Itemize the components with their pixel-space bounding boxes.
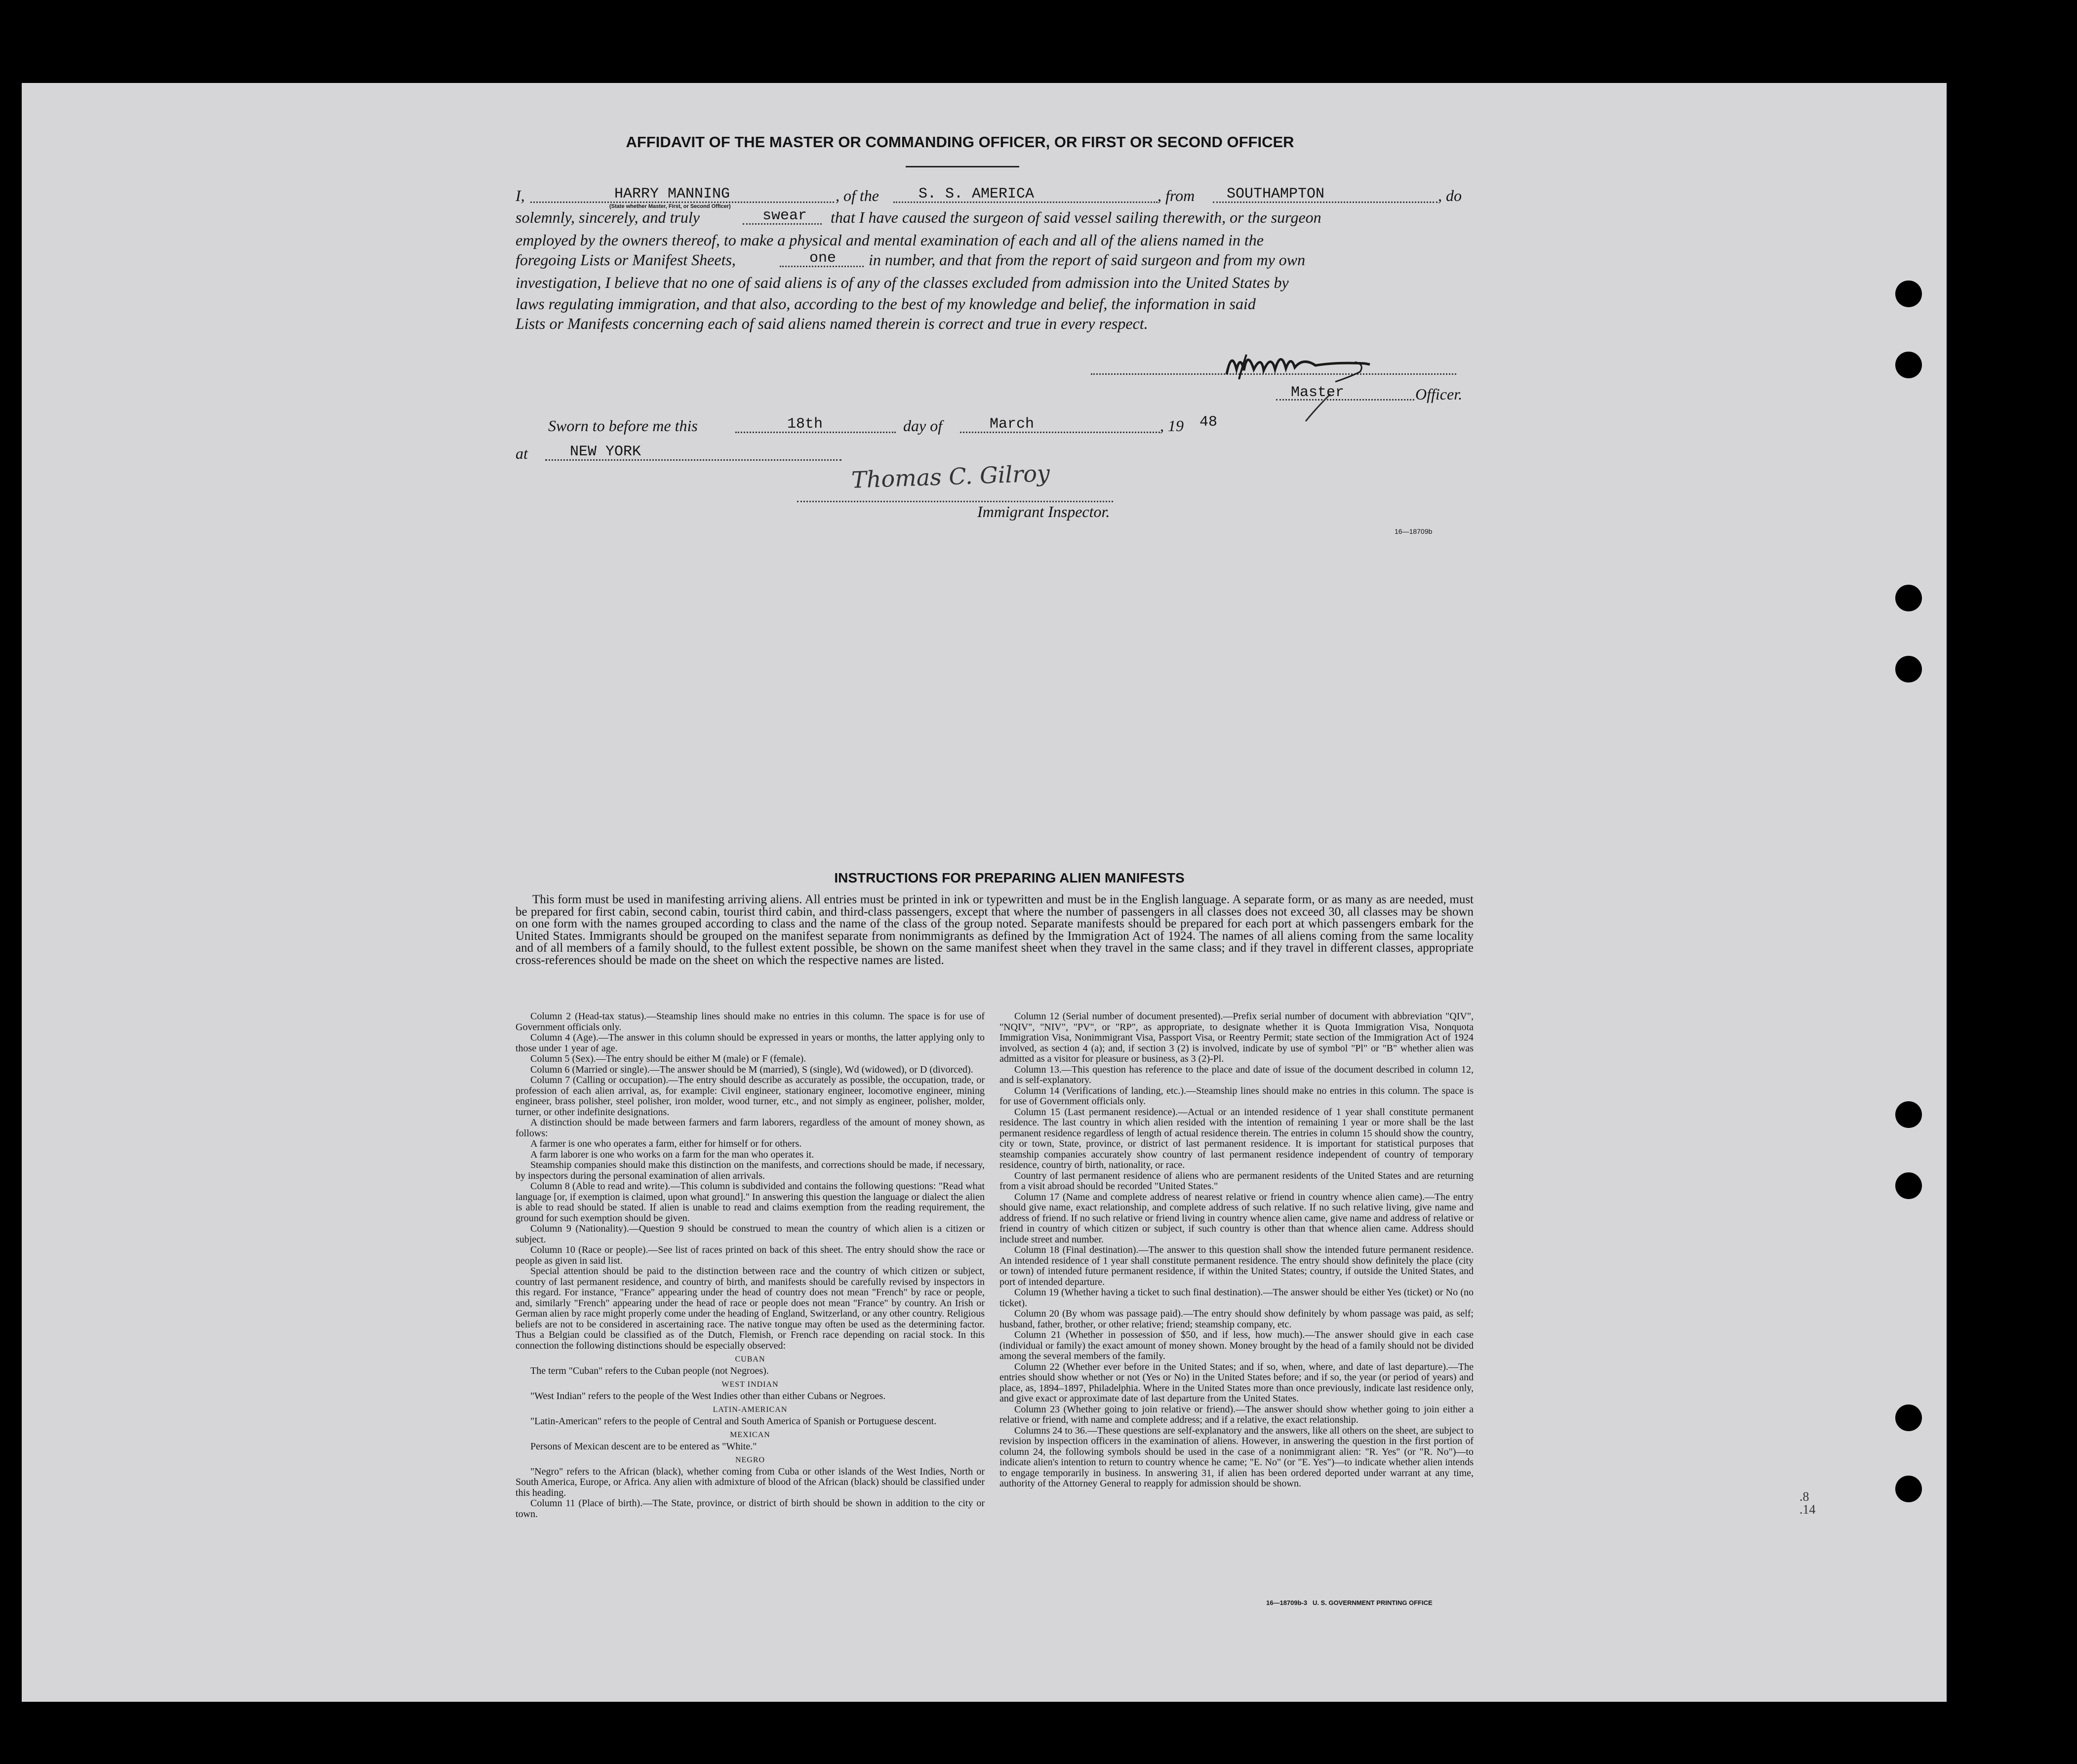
left-paragraph: A farmer is one who operates a farm, either for himself or for others.: [530, 1138, 802, 1149]
of-the-label: , of the: [836, 187, 879, 204]
at-label: at: [516, 444, 528, 462]
instructions-title: INSTRUCTIONS FOR PREPARING ALIEN MANIFESTS: [834, 870, 1185, 885]
affidavit-line3: employed by the owners thereof, to make a physical and mental examination of each and all of the aliens named in the: [516, 231, 1264, 249]
inspector-line: [797, 501, 1113, 502]
affidavit-line6: laws regulating immigration, and that also, according to the best of my knowledge and belief, the information in said: [516, 295, 1256, 313]
right-paragraph: Country of last permanent residence of aliens who are permanent residents of the United States and are returning from a visit abroad should be recorded "United States.": [999, 1170, 1474, 1192]
year-label: , 19: [1160, 417, 1184, 435]
right-paragraph: Column 14 (Verifications of landing, etc.).—Steamship lines should make no entries in this column. The space is for use of Government officials only.: [999, 1085, 1474, 1107]
westindian-heading: WEST INDIAN: [721, 1380, 779, 1389]
affidavit-line4-b: in number, and that from the report of said surgeon and from my own: [869, 251, 1306, 269]
negro-heading: NEGRO: [735, 1456, 765, 1464]
right-paragraph: Column 22 (Whether ever before in the United States; and if so, when, where, and date of last departure).—The entries should show whether or not (Yes or No) in the United States before; and if so, the year (or period of years) and place, as, 1894–1897, Philadelphia. Where in the United States more than once previously, indicate last residence only, and give exact or approximate date of last departure from the United States.: [999, 1361, 1474, 1404]
manifest-page: [22, 83, 1947, 1702]
officer-label: Officer.: [1415, 385, 1463, 403]
latin-heading: LATIN-AMERICAN: [713, 1405, 788, 1414]
do-label: , do: [1438, 187, 1462, 204]
day-of-label: day of: [903, 417, 943, 435]
right-paragraph: Columns 24 to 36.—These questions are self-explanatory and the answers, like all others on the sheet, are subject to revision by inspection officers in the examination of aliens. However, in answering the question in the first portion of column 24, the following symbols should be used in the case of a nonimmigrant alien: "R. Yes" (or "R. No")—to indicate alien's intention to return to country whence he came; "E. No" (or "E. Yes")—to indicate whether alien intends to engage temporarily in business. In answering 31, if alien has been ordered deported under warrant at any time, authority of the Attorney General to reapply for admission should be shown.: [999, 1425, 1474, 1489]
cuban-text: The term "Cuban" refers to the Cuban people (not Negroes).: [530, 1365, 769, 1376]
westindian-text: "West Indian" refers to the people of the West Indies other than either Cubans or Negroes.: [530, 1390, 886, 1402]
oath-word: swear: [762, 207, 807, 224]
binder-hole: [1895, 1101, 1922, 1128]
binder-hole: [1895, 585, 1922, 611]
right-paragraph: Column 20 (By whom was passage paid).—The entry should show definitely by whom passage was paid, as self; husband, father, brother, or other relative; friend; steamship company, etc.: [999, 1308, 1474, 1330]
instructions-right-column: [999, 1011, 1474, 1489]
right-paragraph: Column 18 (Final destination).—The answer to this question shall show the intended future permanent residence. An intended residence of 1 year shall constitute permanent residence. The entry should show definitely the place (city or town) of intended future permanent residence, if within the United States; country, if outside the United States, and port of intended departure.: [999, 1244, 1474, 1287]
inspector-signature: Thomas C. Gilroy: [851, 460, 1050, 493]
left-paragraph: Column 9 (Nationality).—Question 9 should be construed to mean the country of which alien is a citizen or subject.: [516, 1223, 985, 1245]
left-paragraph: Column 5 (Sex).—The entry should be either M (male) or F (female).: [530, 1053, 806, 1064]
sworn-month: March: [990, 416, 1035, 433]
mexican-heading: MEXICAN: [730, 1431, 770, 1439]
i-label: I,: [516, 187, 525, 204]
left-paragraph: Steamship companies should make this distinction on the manifests, and corrections should be made, if necessary, by inspectors during the personal examination of alien arrivals.: [516, 1160, 985, 1181]
right-paragraph: Column 12 (Serial number of document presented).—Prefix serial number of document with abbreviation "QIV", "NQIV", "NIV", "PV", or "RP", as appropriate, to designate whether it is Quota Immigration Visa, Nonquota Immigration Visa, Nonimmigrant Visa, Passport Visa, or Reentry Permit; state section of the Immigration Act of 1924 involved, as section 4 (a); and, if section 3 (2) is involved, indicate by use of symbol "Pl" or "B" whether alien was admitted as a visitor for pleasure or business, as 3 (2)-Pl.: [999, 1011, 1474, 1064]
left-paragraph: Column 7 (Calling or occupation).—The entry should describe as accurately as possible, the occupation, trade, or profession of each alien arrival, as, for example: Civil engineer, stationary engineer, locomotive engineer, mining engineer, brass polisher, steel polisher, iron molder, wood turner, etc., and not simply as engineer, polisher, molder, turner, or other indefinite designations.: [516, 1075, 985, 1118]
master-name: HARRY MANNING: [614, 186, 730, 202]
affidavit-title: AFFIDAVIT OF THE MASTER OR COMMANDING OFFICER, OR FIRST OR SECOND OFFICER: [626, 133, 1294, 151]
title-rule: [906, 166, 1019, 167]
binder-hole: [1895, 281, 1922, 307]
officer-title: Master: [1291, 384, 1345, 401]
binder-hole: [1895, 1476, 1922, 1502]
latin-text: "Latin-American" refers to the people of Central and South America of Spanish or Portuguese descent.: [530, 1415, 937, 1427]
binder-hole: [1895, 1172, 1922, 1199]
left-paragraph: A farm laborer is one who works on a farm for the man who operates it.: [530, 1149, 814, 1160]
affidavit-line2-b: that I have caused the surgeon of said vessel sailing therewith, or the surgeon: [831, 208, 1321, 226]
left-paragraph: A distinction should be made between farmers and farm laborers, regardless of the amount of money shown, as follows:: [516, 1117, 985, 1139]
right-paragraph: Column 19 (Whether having a ticket to such final destination).—The answer should be either Yes (ticket) or No (no ticket).: [999, 1287, 1474, 1309]
inspector-label: Immigrant Inspector.: [977, 503, 1110, 521]
left-paragraph: Column 8 (Able to read and write).—This column is subdivided and contains the following questions: "Read what language [or, if exemption is claimed, upon what ground]." In answering this question the language or dialect the alien is able to read should be stated. If alien is unable to read and claims exemption from the reading requirement, the ground for such exemption should be given.: [516, 1181, 985, 1224]
binder-hole: [1895, 1404, 1922, 1431]
affidavit-line2-a: solemnly, sincerely, and truly: [516, 208, 700, 226]
left-paragraph: Column 6 (Married or single).—The answer should be M (married), S (single), Wd (widowed), or D (divorced).: [530, 1064, 973, 1075]
right-paragraph: Column 13.—This question has reference to the place and date of issue of the document described in column 12, and is self-explanatory.: [999, 1064, 1474, 1085]
left-paragraph: Column 2 (Head-tax status).—Steamship lines should make no entries in this column. The space is for use of Government officials only.: [516, 1011, 985, 1033]
left-paragraph: Special attention should be paid to the distinction between race and the country of which citizen or subject, country of last permanent residence, and country of birth, and manifests should be carefully revised by inspectors in this regard. For instance, "France" appearing under the head of country does not mean "French" by race or people, and, similarly "French" appearing under the head of race or people does not mean "France" by country. An Irish or German alien by race might properly come under the heading of England, Switzerland, or any other country. Religious beliefs are not to be considered in ascertaining race. The native tongue may often be used as the determining factor. Thus a Belgian could be classified as of the Dutch, Flemish, or French race depending on racial stock. In this connection the following distinctions should be especially observed:: [516, 1266, 985, 1351]
sworn-label: Sworn to before me this: [548, 417, 698, 435]
right-paragraph: Column 21 (Whether in possession of $50, and if less, how much).—The answer should give in each case (individual or family) the exact amount of money shown. Money brought by the head of a family should not be divided among the several members of the family.: [999, 1329, 1474, 1362]
master-signature: [1217, 335, 1459, 424]
affidavit-line5: investigation, I believe that no one of said aliens is of any of the classes excluded from admission into the United States by: [516, 274, 1289, 291]
instructions-intro: This form must be used in manifesting arriving aliens. All entries must be printed in ink or typewritten and must be in the English language. A separate form, or as many as are needed, must be prepared for first cabin, second cabin, tourist third cabin, and third-class passengers, except that where the number of passengers in all classes does not exceed 30, all classes may be shown on one form with the names grouped according to class and the name of the class of the group noted. Separate manifests should be prepared for each port at which passengers embark for the United States. Immigrants should be grouped on the manifest separate from nonimmigrants as defined by the Immigration Act of 1924. The names of all aliens coming from the same locality and of all members of a family should, to the fullest extent possible, be shown on the same manifest sheet when they travel in the same class; and if they travel in different classes, appropriate cross-references should be made on the sheet on which the respective names are listed.: [516, 893, 1474, 967]
year-suffix: 48: [1199, 414, 1218, 431]
form-number: 16—18709b: [1395, 527, 1433, 535]
sworn-day: 18th: [787, 416, 823, 433]
left-paragraph: Column 10 (Race or people).—See list of races printed on back of this sheet. The entry should show the race or people as given in said list.: [516, 1244, 985, 1266]
mexican-text: Persons of Mexican descent are to be entered as "White.": [530, 1441, 757, 1452]
place-name: NEW YORK: [570, 443, 641, 460]
left-paragraph: Column 4 (Age).—The answer in this column should be expressed in years or months, the latter applying only to those under 1 year of age.: [516, 1032, 985, 1054]
margin-mark: .8 .14: [1799, 1489, 1816, 1517]
port-name: SOUTHAMPTON: [1227, 186, 1325, 202]
state-note: (State whether Master, First, or Second Officer): [609, 203, 731, 209]
sheets-count: one: [809, 250, 837, 267]
from-label: , from: [1158, 187, 1195, 204]
vessel-name: S. S. AMERICA: [919, 186, 1035, 202]
binder-hole: [1895, 352, 1922, 378]
negro-text: "Negro" refers to the African (black), whether coming from Cuba or other islands of the West Indies, North or South America, Europe, or Africa. Any alien with admixture of blood of the African (black) should be classified under this heading.: [516, 1466, 985, 1498]
right-paragraph: Column 23 (Whether going to join relative or friend).—The answer should show whether going to join either a relative or friend, with name and complete address; and if a relative, the exact relationship.: [999, 1403, 1474, 1425]
binder-hole: [1895, 656, 1922, 682]
col11-text: Column 11 (Place of birth).—The State, province, or district of birth should be shown in addition to the city or town.: [516, 1498, 985, 1520]
right-paragraph: Column 15 (Last permanent residence).—Actual or an intended residence of 1 year shall constitute permanent residence. The last country in which alien resided with the intention of remaining 1 year or more shall be the last permanent residence regardless of length of actual residence therein. The entries in column 15 should show the country, city or town, State, province, or district of last permanent residence. It is important for statistical purposes that steamship companies accurately show country of last permanent residence independent of country of temporary residence, country of birth, nationality, or race.: [999, 1106, 1474, 1170]
affidavit-line4-a: foregoing Lists or Manifest Sheets,: [516, 251, 736, 269]
right-paragraph: Column 17 (Name and complete address of nearest relative or friend in country whence alien came).—The entry should give name, exact relationship, and complete address of such relative. If no such relative living, give name and address of friend. If no such relative or friend living in country whence alien came, give name and address of relative or friend in country of which citizen or subject, if such country is other than that whence alien came. Address should include street and number.: [999, 1191, 1474, 1245]
affidavit-line7: Lists or Manifests concerning each of said aliens named therein is correct and true in every respect.: [516, 315, 1148, 332]
instructions-footer: 16—18709b-3 U. S. GOVERNMENT PRINTING OFFICE: [1266, 1599, 1433, 1606]
cuban-heading: CUBAN: [735, 1355, 765, 1363]
instructions-left-column: [516, 1011, 985, 1520]
